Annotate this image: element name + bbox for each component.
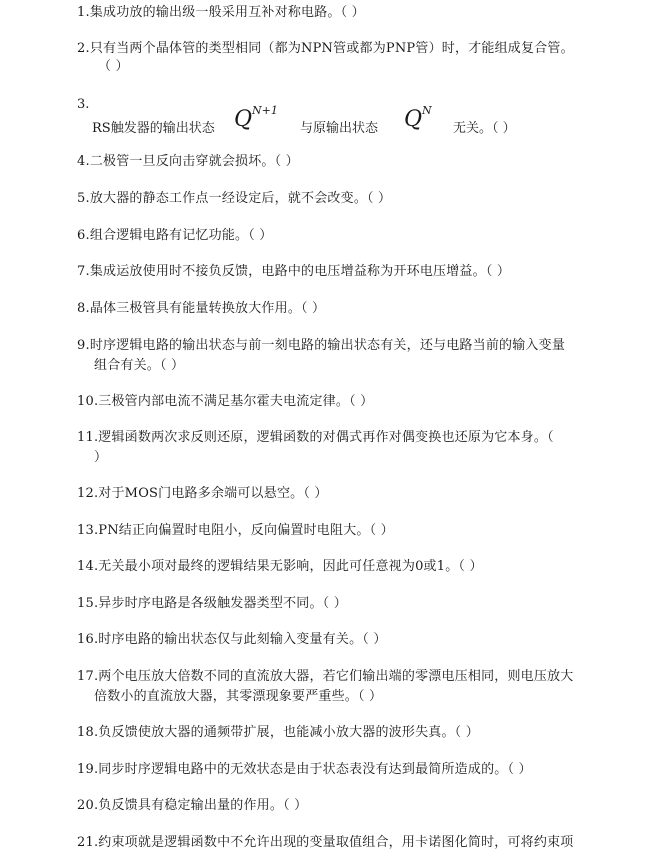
question-number: 1.	[77, 5, 90, 20]
question-number: 3.	[77, 97, 90, 112]
question-number: 9.	[77, 338, 90, 353]
question-2	[77, 40, 597, 76]
question-text-continued: 组合有关。（ ）	[94, 358, 185, 373]
question-text: 同步时序逻辑电路中的无效状态是由于状态表没有达到最简所造成的。（ ）	[98, 762, 532, 777]
question-11	[77, 429, 597, 467]
question-6	[77, 227, 597, 245]
math-superscript: N	[422, 104, 432, 117]
question-text: 约束项就是逻辑函数中不允许出现的变量取值组合，用卡诺图化简时，可将约束项	[98, 835, 574, 850]
question-13	[77, 522, 597, 540]
question-text: 二极管一旦反向击穿就会损坏。（ ）	[89, 154, 299, 169]
question-text: 集成功放的输出级一般采用互补对称电路。（ ）	[89, 5, 365, 20]
question-16	[77, 631, 597, 649]
question-14	[77, 558, 597, 576]
question-4	[77, 153, 597, 171]
question-text: 时序电路的输出状态仅与此刻输入变量有关。（ ）	[98, 632, 387, 647]
question-number: 16.	[77, 632, 99, 647]
question-text: 与原输出状态	[300, 121, 379, 136]
question-9	[77, 337, 597, 375]
question-text: 无关。（ ）	[453, 121, 516, 136]
question-number: 8.	[77, 301, 90, 316]
question-text: 无关最小项对最终的逻辑结果无影响，因此可任意视为0或1。（ ）	[98, 559, 483, 574]
question-text: 放大器的静态工作点一经设定后，就不会改变。（ ）	[89, 191, 392, 206]
math-symbol: Q	[234, 107, 253, 132]
question-19	[77, 761, 597, 779]
question-text: 时序逻辑电路的输出状态与前一刻电路的输出状态有关，还与电路当前的输入变量	[89, 338, 566, 353]
question-text: RS触发器的输出状态	[92, 121, 215, 136]
question-text: 集成运放使用时不接负反馈，电路中的电压增益称为开环电压增益。（ ）	[89, 264, 511, 279]
question-number: 5.	[77, 191, 90, 206]
question-number: 11.	[77, 430, 99, 445]
question-5	[77, 190, 597, 208]
question-number: 10.	[77, 394, 99, 409]
question-text: 对于MOS门电路多余端可以悬空。（ ）	[98, 486, 328, 501]
question-text-continued: ）	[94, 450, 108, 465]
question-text: 只有当两个晶体管的类型相同（都为NPN管或都为PNP管）时，才能组成复合管。	[89, 41, 574, 56]
question-text: PN结正向偏置时电阻小，反向偏置时电阻大。（ ）	[98, 523, 394, 538]
question-number: 13.	[77, 523, 99, 538]
question-text: 负反馈使放大器的通频带扩展，也能减小放大器的波形失真。（ ）	[98, 725, 479, 740]
question-number: 15.	[77, 596, 99, 611]
question-text-continued: 倍数小的直流放大器，其零漂现象要严重些。（ ）	[94, 689, 383, 704]
question-text: 两个电压放大倍数不同的直流放大器，若它们输出端的零漂电压相同，则电压放大	[98, 669, 574, 684]
question-text: 晶体三极管具有能量转换放大作用。（ ）	[89, 301, 326, 316]
question-18	[77, 724, 597, 742]
question-number: 17.	[77, 669, 99, 684]
question-15	[77, 595, 597, 613]
question-12	[77, 485, 597, 503]
math-superscript: N+1	[252, 104, 278, 117]
question-number: 6.	[77, 228, 90, 243]
question-text: 三极管内部电流不满足基尔霍夫电流定律。（ ）	[98, 394, 374, 409]
question-8	[77, 300, 597, 318]
question-text-continued: （ ）	[98, 59, 129, 74]
question-1	[77, 4, 597, 22]
question-10	[77, 393, 597, 411]
question-text: 负反馈具有稳定输出量的作用。（ ）	[98, 798, 308, 813]
question-text: 异步时序电路是各级触发器类型不同。（ ）	[98, 596, 347, 611]
question-text: 组合逻辑电路有记忆功能。（ ）	[89, 228, 273, 243]
question-number: 12.	[77, 486, 99, 501]
question-number: 7.	[77, 264, 90, 279]
question-7	[77, 263, 597, 281]
question-number: 19.	[77, 762, 99, 777]
question-21	[77, 834, 597, 852]
question-number: 20.	[77, 798, 99, 813]
question-number: 14.	[77, 559, 99, 574]
math-q-n-plus-1	[234, 104, 278, 132]
question-number: 21.	[77, 835, 99, 850]
question-number: 18.	[77, 725, 99, 740]
math-q-n	[404, 104, 432, 132]
math-symbol: Q	[404, 107, 423, 132]
question-20	[77, 797, 597, 815]
question-17	[77, 668, 597, 706]
question-number: 2.	[77, 41, 90, 56]
question-number: 4.	[77, 154, 90, 169]
question-text: 逻辑函数两次求反则还原，逻辑函数的对偶式再作对偶变换也还原为它本身。（	[98, 430, 554, 445]
